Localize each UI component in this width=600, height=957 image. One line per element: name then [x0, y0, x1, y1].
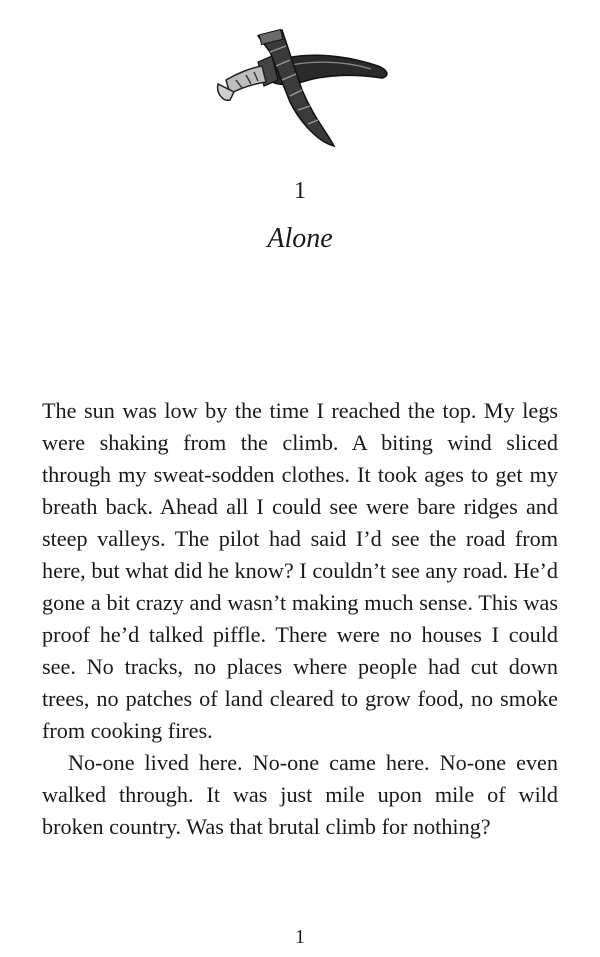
- chapter-number: 1: [294, 178, 306, 204]
- page-number: 1: [295, 926, 305, 948]
- body-paragraph: No-one lived here. No-one came here. No-one even walked through. It was just mile upon mile of wild broken country. Was that brutal climb for nothing?: [42, 750, 558, 839]
- chapter-title: Alone: [267, 223, 333, 254]
- kukri-knife-icon: [206, 22, 396, 152]
- body-paragraph: The sun was low by the time I reached the top. My legs were shaking from the climb. A biting wind sliced through my sweat-sodden clothes. It took ages to get my breath back. Ahead all I could see were bare ridges and steep valleys. The pilot had said I’d see the road from here, but what did he know? I couldn’t see any road. He’d gone a bit crazy and wasn’t making much sense. This was proof he’d talked piffle. There were no houses I could see. No tracks, no places where people had cut down trees, no patches of land cleared to grow food, no smoke from cooking fires.: [42, 398, 558, 743]
- chapter-body: [42, 395, 558, 843]
